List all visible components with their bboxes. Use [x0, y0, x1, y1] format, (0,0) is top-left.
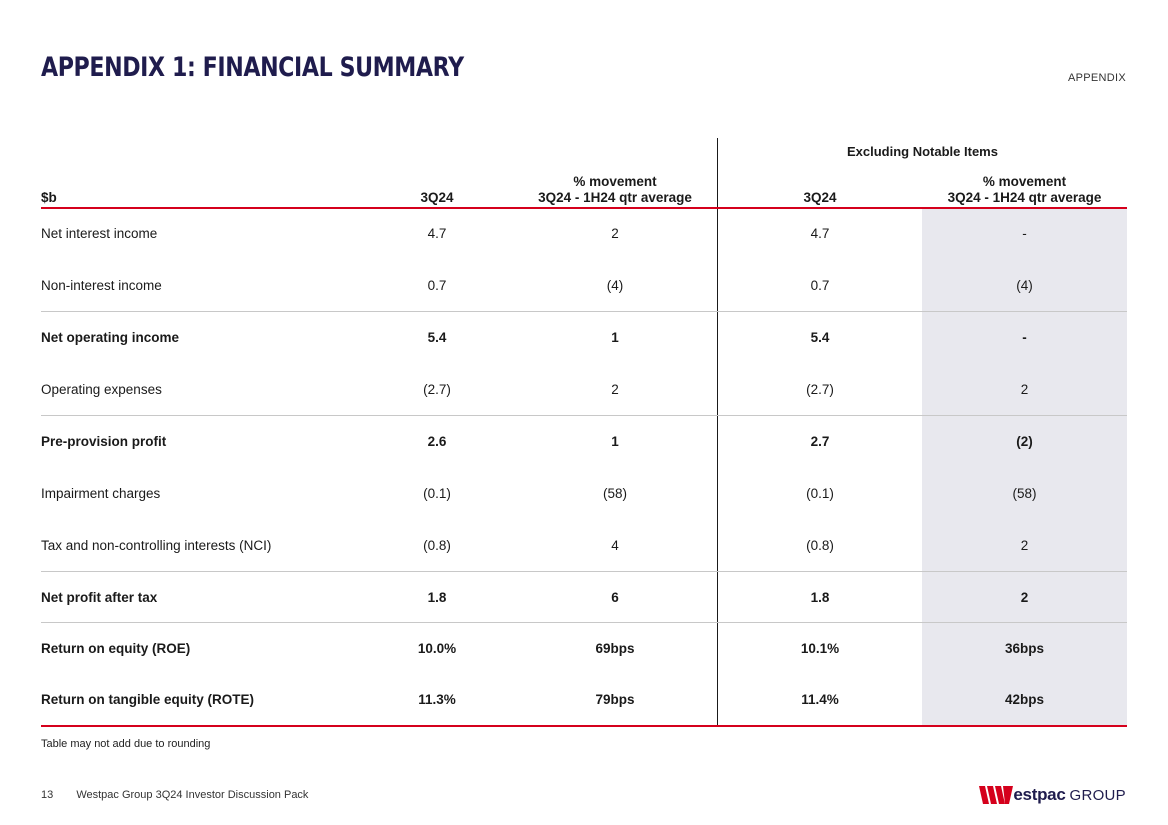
row-value-3q24: (0.8)	[423, 538, 451, 553]
row-label: Pre-provision profit	[41, 434, 167, 449]
table-row	[0, 208, 1168, 260]
document-title: Westpac Group 3Q24 Investor Discussion Pack	[76, 789, 309, 801]
row-value-movement-excl: -	[1022, 226, 1027, 241]
row-value-3q24: 11.3%	[418, 692, 456, 707]
row-value-3q24-excl: 4.7	[810, 226, 830, 241]
header-movement-line1: % movement	[573, 174, 657, 189]
header-3q24-excl	[770, 162, 870, 206]
row-value-3q24: 5.4	[427, 330, 447, 345]
row-value-movement: (4)	[606, 278, 624, 293]
section-tag: APPENDIX	[1067, 72, 1126, 84]
row-label: Operating expenses	[41, 382, 162, 397]
header-movement-excl	[922, 162, 1127, 206]
row-value-movement: 1	[611, 330, 619, 345]
page-title: APPENDIX 1: FINANCIAL SUMMARY	[41, 52, 464, 83]
table-row	[0, 572, 1168, 624]
table-row	[0, 623, 1168, 675]
table-row	[0, 520, 1168, 572]
row-label: Net operating income	[41, 330, 180, 345]
row-value-movement-excl: -	[1022, 330, 1027, 345]
group-header-excluding-notable-items: Excluding Notable Items	[847, 144, 998, 159]
row-label: Return on equity (ROE)	[41, 641, 191, 656]
logo-brand-text: estpac	[1013, 785, 1066, 804]
row-value-movement: 1	[611, 434, 619, 449]
table-row	[0, 364, 1168, 416]
row-value-3q24: 1.8	[427, 590, 447, 605]
row-value-movement: 2	[611, 382, 619, 397]
row-value-3q24: 10.0%	[417, 641, 457, 656]
table-row	[0, 674, 1168, 726]
header-3q24	[387, 162, 487, 206]
table-row	[0, 312, 1168, 364]
header-movement	[515, 162, 715, 206]
row-value-movement: 2	[611, 226, 619, 241]
row-value-3q24-excl: 2.7	[810, 434, 830, 449]
row-value-movement: 79bps	[595, 692, 635, 707]
row-value-3q24: (2.7)	[423, 382, 451, 397]
row-value-3q24: 4.7	[427, 226, 447, 241]
row-value-3q24-excl: 0.7	[810, 278, 830, 293]
rounding-note: Table may not add due to rounding	[41, 738, 211, 750]
page-number: 13	[41, 789, 54, 801]
row-label: Impairment charges	[41, 486, 161, 501]
row-label: Return on tangible equity (ROTE)	[41, 692, 254, 707]
row-value-3q24: (0.1)	[423, 486, 451, 501]
row-value-movement-excl: 2	[1020, 538, 1029, 553]
table-bottom-rule	[41, 725, 1127, 727]
row-value-3q24: 2.6	[427, 434, 447, 449]
westpac-w-icon	[979, 786, 1013, 804]
row-value-3q24-excl: (0.1)	[806, 486, 834, 501]
row-value-3q24-excl: 11.4%	[801, 692, 839, 707]
header-movement-excl-line1: % movement	[982, 174, 1067, 189]
row-value-3q24-excl: (0.8)	[806, 538, 834, 553]
row-value-3q24-excl: 5.4	[810, 330, 830, 345]
table-row	[0, 416, 1168, 468]
row-value-3q24-excl: 10.1%	[800, 641, 840, 656]
row-value-movement-excl: 2	[1020, 382, 1029, 397]
table-row	[0, 260, 1168, 312]
header-label-text: $b	[41, 190, 57, 205]
row-value-movement: (58)	[602, 486, 627, 501]
header-3q24-excl-text: 3Q24	[803, 190, 837, 205]
header-3q24-text: 3Q24	[420, 190, 454, 205]
row-label: Non-interest income	[41, 278, 162, 293]
row-value-movement-excl: 42bps	[1004, 692, 1045, 707]
header-label	[41, 162, 241, 206]
header-movement-line2: 3Q24 - 1H24 qtr average	[538, 190, 692, 205]
row-value-movement-excl: 2	[1020, 590, 1029, 605]
footer	[41, 789, 328, 801]
table-row	[0, 468, 1168, 520]
row-value-movement-excl: (4)	[1016, 278, 1033, 293]
header-movement-excl-line2: 3Q24 - 1H24 qtr average	[947, 190, 1102, 205]
logo-group-text: GROUP	[1069, 786, 1126, 804]
row-value-3q24-excl: 1.8	[810, 590, 830, 605]
row-value-3q24: 0.7	[427, 278, 447, 293]
row-value-movement-excl: (2)	[1016, 434, 1033, 449]
row-label: Tax and non-controlling interests (NCI)	[41, 538, 272, 553]
row-value-movement-excl: 36bps	[1004, 641, 1045, 656]
row-value-movement-excl: (58)	[1012, 486, 1037, 501]
row-label: Net interest income	[41, 226, 158, 241]
row-value-movement: 4	[611, 538, 619, 553]
westpac-logo	[979, 784, 1126, 806]
row-value-movement: 69bps	[595, 641, 635, 656]
row-value-3q24-excl: (2.7)	[806, 382, 834, 397]
row-label: Net profit after tax	[41, 590, 158, 605]
row-value-movement: 6	[611, 590, 619, 605]
